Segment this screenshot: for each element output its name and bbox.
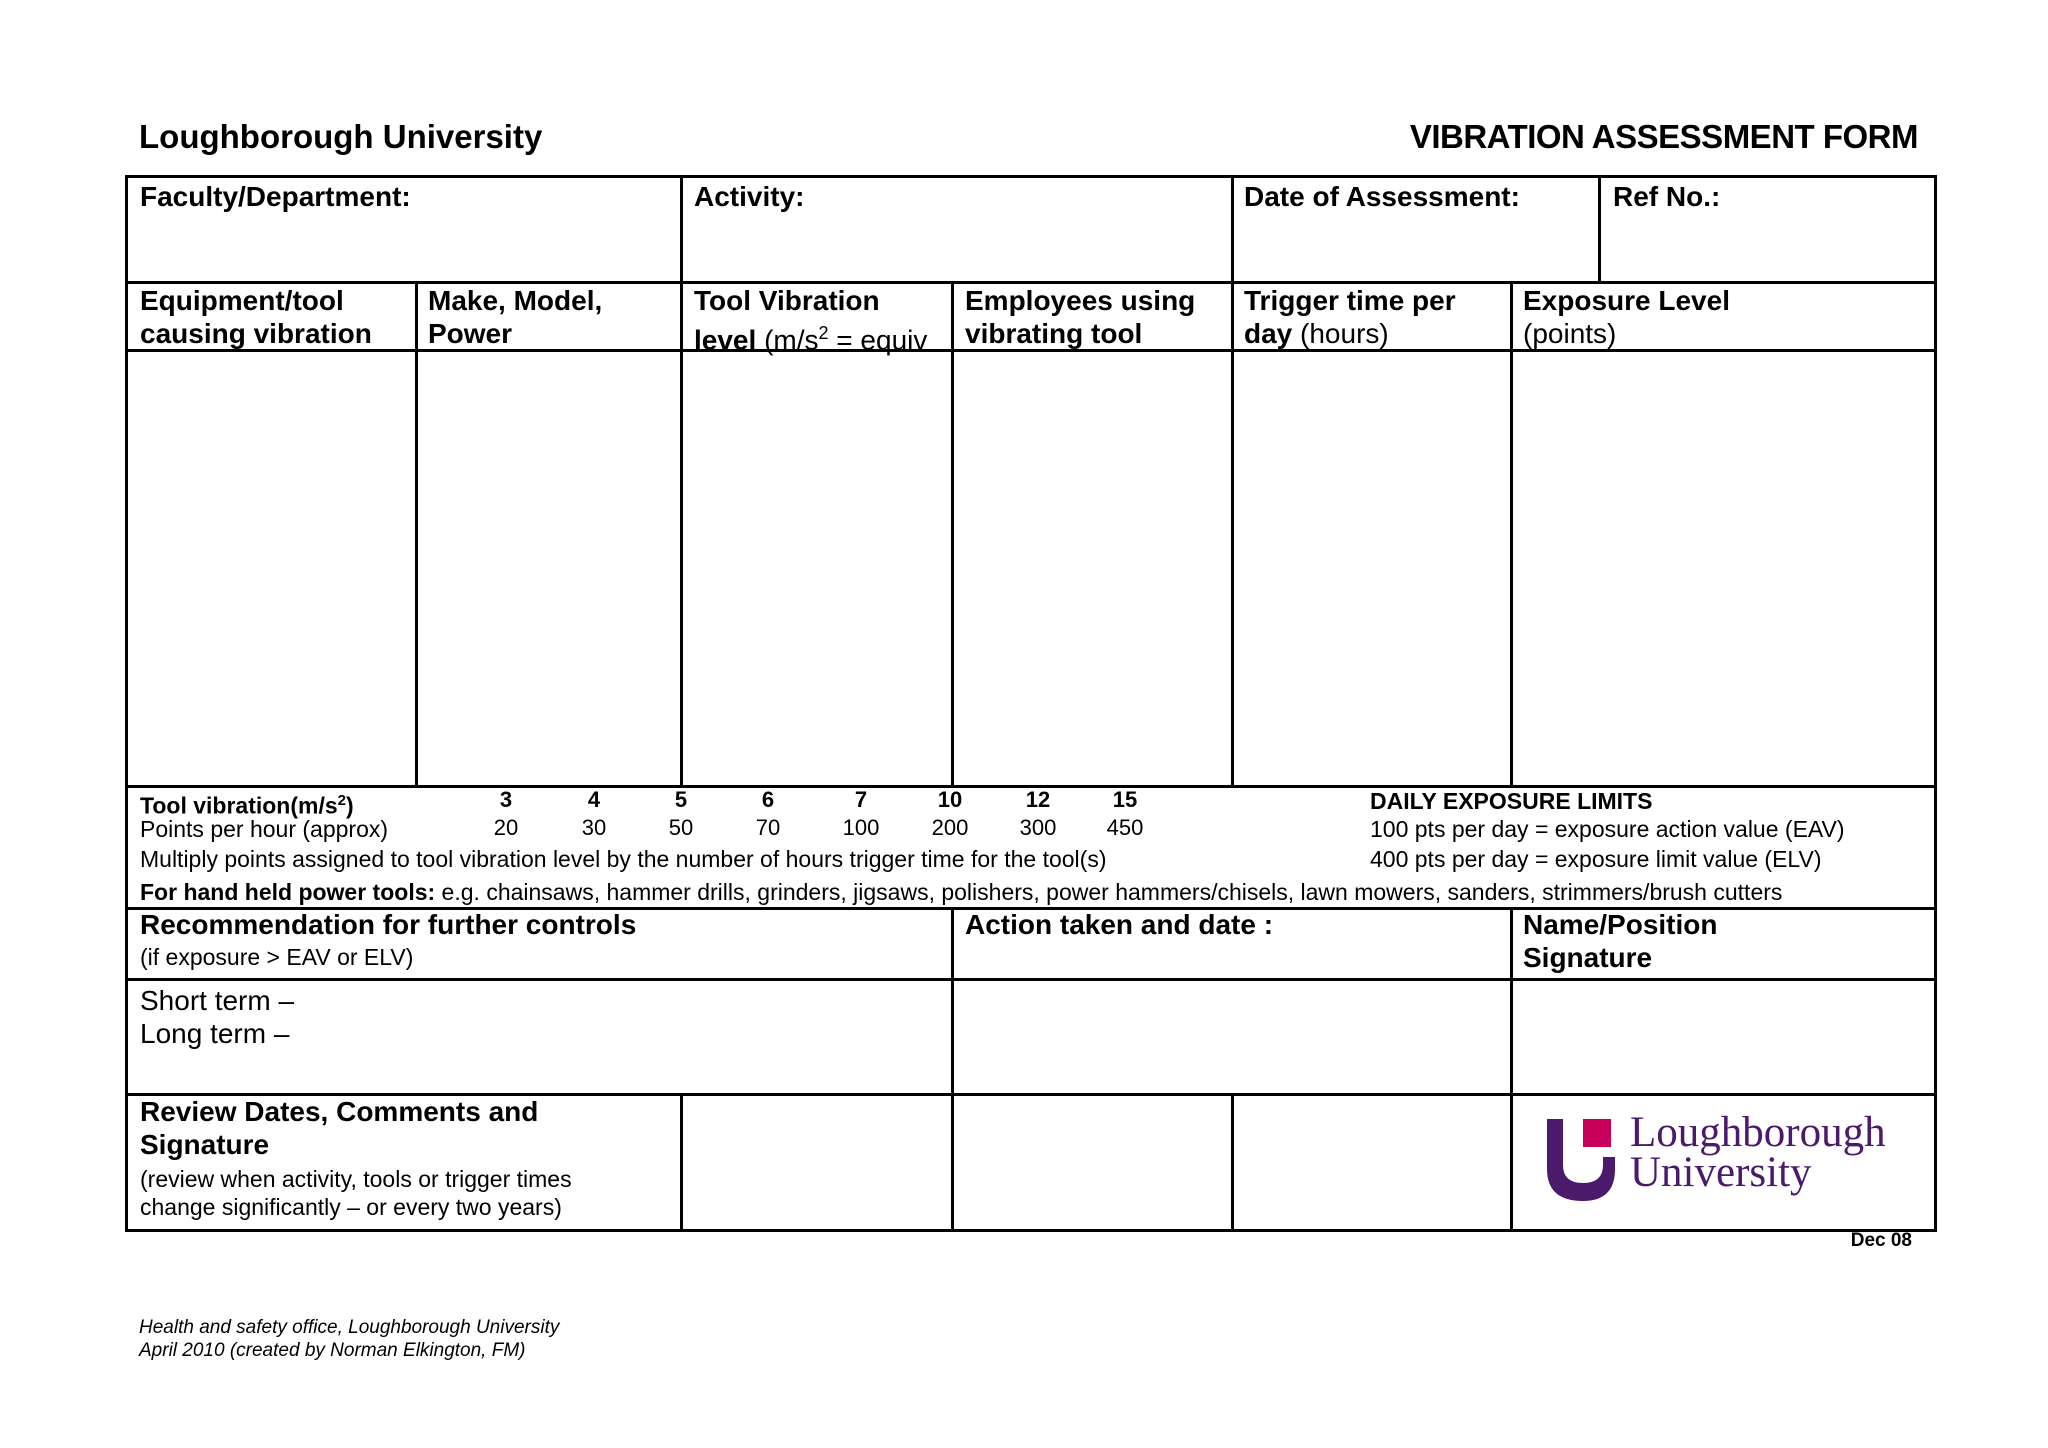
tool-vibration-value: 12 [1025,787,1051,812]
form-version-date: Dec 08 [1850,1230,1912,1251]
tool-vibration-value: 4 [587,787,601,812]
tool-vibration-entry-cell[interactable] [683,352,951,785]
employees-header: Employees using vibrating tool [965,285,1196,349]
activity-label: Activity: [694,181,805,212]
employees-entry-cell[interactable] [954,352,1231,785]
points-per-hour-value: 20 [493,815,519,840]
tool-vibration-value: 3 [499,787,513,812]
tool-vibration-value: 10 [937,787,963,812]
eav-text: 100 pts per day = exposure action value (EAV) [1370,816,1845,842]
assessment-form-table [125,175,1937,1232]
university-logo [1538,1109,1928,1213]
points-per-hour-value: 70 [755,815,781,840]
recommendation-entry-cell[interactable] [131,981,951,1093]
col-divider [1598,178,1601,282]
name-position-title: Name/Position Signature [1523,909,1718,973]
form-title: VIBRATION ASSESSMENT FORM [1409,118,1918,155]
tool-vibration-value: 5 [674,787,688,812]
review-entry-cell-1[interactable] [683,1096,951,1229]
points-per-hour-value: 300 [1019,815,1057,840]
short-term-label: Short term – [140,985,295,1016]
tool-vibration-value: 15 [1112,787,1138,812]
make-model-entry-cell[interactable] [418,352,680,785]
review-entry-cell-2[interactable] [954,1096,1231,1229]
points-per-hour-value: 50 [668,815,694,840]
review-entry-cell-3[interactable] [1234,1096,1510,1229]
exposure-entry-cell[interactable] [1513,352,1933,785]
trigger-time-header: Trigger time per day (hours) [1244,285,1456,349]
logo-wordmark: Loughborough University [1630,1109,1886,1196]
action-taken-title: Action taken and date : [965,909,1274,940]
org-name: Loughborough University [139,118,543,155]
exposure-level-header: Exposure Level (points) [1523,285,1730,349]
name-signature-entry-cell[interactable] [1513,981,1933,1093]
hand-held-tools-line: For hand held power tools: e.g. chainsaws, hammer drills, grinders, jigsaws, polishers, power hammers/chisels, lawn mowers, sanders, strimmers/brush cutters [140,879,1783,905]
review-title: Review Dates, Comments and Signature [140,1096,539,1160]
date-label: Date of Assessment: [1244,181,1520,212]
points-per-hour-value: 450 [1106,815,1144,840]
action-taken-entry-cell[interactable] [954,981,1510,1093]
daily-limits-title: DAILY EXPOSURE LIMITS [1370,788,1653,814]
col-divider [680,178,683,349]
trigger-time-entry-cell[interactable] [1234,352,1510,785]
logo-mark-icon [1545,1117,1629,1207]
points-per-hour-value: 200 [931,815,969,840]
equipment-header: Equipment/tool causing vibration [140,285,372,349]
points-row-label: Points per hour (approx) [140,816,389,842]
elv-text: 400 pts per day = exposure limit value (ELV) [1370,846,1822,872]
footer-credit: Health and safety office, Loughborough University April 2010 (created by Norman Elkington, FM) [139,1317,560,1361]
review-instructions: (review when activity, tools or trigger times change significantly – or every two years) [140,1166,572,1220]
tool-vibration-header: Tool Vibration level ($m/s^2$ = equiv [694,285,928,356]
recommendation-subtitle: (if exposure > EAV or ELV) [140,944,414,970]
long-term-label: Long term – [140,1018,290,1049]
make-model-header: Make, Model, Power [428,285,603,349]
equipment-entry-cell[interactable] [131,352,415,785]
tool-vibration-value: 6 [761,787,775,812]
multiply-instruction: Multiply points assigned to tool vibration level by the number of hours trigger time for the tool(s) [140,846,1107,872]
points-per-hour-value: 100 [842,815,880,840]
points-per-hour-value: 30 [581,815,607,840]
faculty-label: Faculty/Department: [140,181,411,212]
tool-vibration-value: 7 [854,787,868,812]
col-divider [1231,178,1234,349]
ref-label: Ref No.: [1613,181,1721,212]
recommendation-title: Recommendation for further controls [140,909,637,940]
col-divider [1510,1093,1513,1229]
tool-vibration-row-label: Tool $vibration(m/s^2)$ [140,792,354,819]
